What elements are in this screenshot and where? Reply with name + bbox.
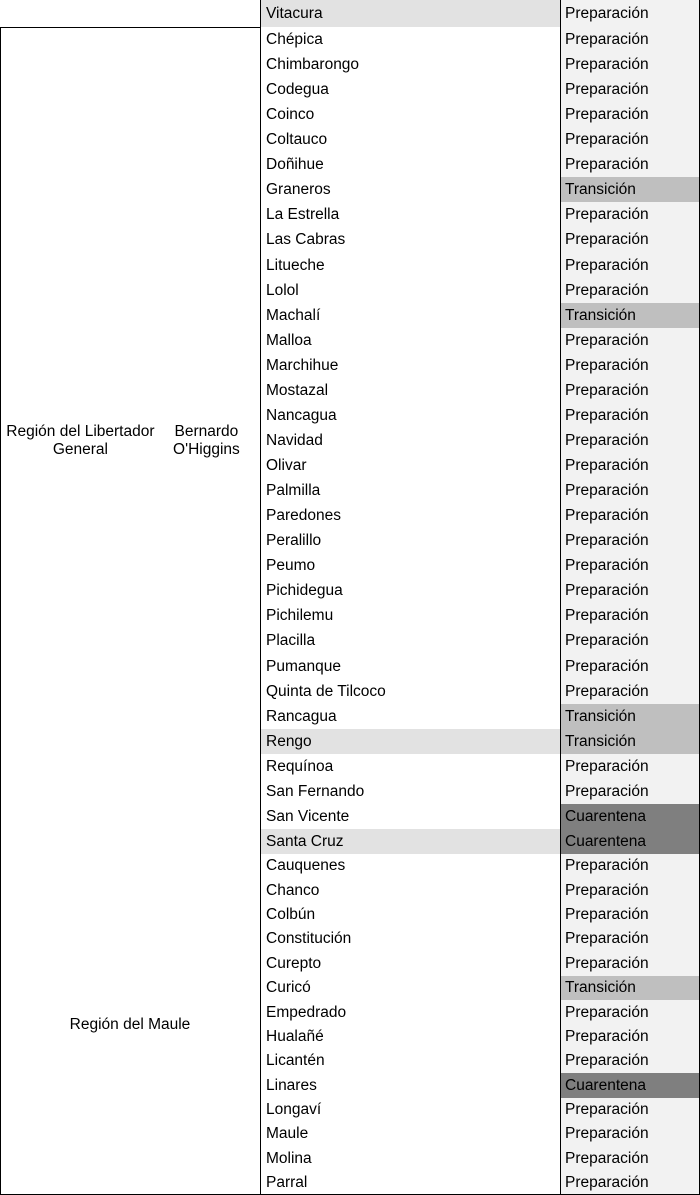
status-cell: Preparación (560, 328, 700, 353)
comuna-cell: Peumo (260, 553, 560, 578)
comuna-cell: Quinta de Tilcoco (260, 679, 560, 704)
status-cell: Preparación (560, 1098, 700, 1122)
comuna-cell: Constitución (260, 927, 560, 951)
comuna-cell: La Estrella (260, 202, 560, 227)
comuna-cell: Rengo (260, 729, 560, 754)
status-cell: Preparación (560, 903, 700, 927)
status-cell: Preparación (560, 927, 700, 951)
status-cell: Transición (560, 729, 700, 754)
comuna-cell: Coltauco (260, 127, 560, 152)
comuna-cell: Cauquenes (260, 854, 560, 878)
status-cell: Preparación (560, 679, 700, 704)
status-cell: Preparación (560, 1122, 700, 1146)
comuna-cell: Paredones (260, 503, 560, 528)
comuna-cell: Linares (260, 1073, 560, 1098)
comuna-cell: Doñihue (260, 152, 560, 177)
comuna-cell: Placilla (260, 628, 560, 654)
comuna-cell: Codegua (260, 77, 560, 102)
column-divider (260, 0, 261, 1195)
comuna-cell: Rancagua (260, 704, 560, 729)
comuna-cell: Peralillo (260, 528, 560, 553)
status-cell: Preparación (560, 52, 700, 77)
status-cell: Preparación (560, 1049, 700, 1073)
region-name-cell (0, 854, 260, 1195)
comuna-cell: Pumanque (260, 654, 560, 679)
status-cell: Preparación (560, 0, 700, 27)
comuna-cell: Longaví (260, 1098, 560, 1122)
region-name-line: Bernardo O'Higgins (173, 422, 240, 458)
comuna-cell: Requínoa (260, 754, 560, 779)
status-cell: Preparación (560, 951, 700, 976)
comuna-cell: San Vicente (260, 804, 560, 829)
region-name-line: Región del Libertador General (6, 422, 155, 458)
comuna-cell: Pichilemu (260, 603, 560, 628)
status-cell: Preparación (560, 353, 700, 378)
comuna-cell: Licantén (260, 1049, 560, 1073)
status-cell: Preparación (560, 654, 700, 679)
comuna-cell: Marchihue (260, 353, 560, 378)
comuna-cell: Vitacura (260, 0, 560, 27)
status-cell: Transición (560, 704, 700, 729)
comuna-cell: Navidad (260, 428, 560, 453)
comuna-cell: Chépica (260, 27, 560, 52)
region-name-cell (0, 27, 260, 854)
comuna-cell: Parral (260, 1171, 560, 1195)
column-divider (0, 27, 1, 1195)
comuna-cell: San Fernando (260, 779, 560, 804)
status-cell: Preparación (560, 854, 700, 878)
status-cell: Preparación (560, 528, 700, 553)
comuna-cell: Pichidegua (260, 578, 560, 603)
comuna-cell: Empedrado (260, 1000, 560, 1025)
status-cell: Preparación (560, 578, 700, 603)
comuna-cell: Curicó (260, 976, 560, 1000)
status-cell: Cuarentena (560, 1073, 700, 1098)
status-cell: Transición (560, 177, 700, 202)
status-cell: Preparación (560, 77, 700, 102)
status-cell: Transición (560, 303, 700, 328)
comuna-cell: Santa Cruz (260, 829, 560, 854)
status-cell: Preparación (560, 478, 700, 503)
comuna-cell: Hualañé (260, 1025, 560, 1049)
status-cell: Preparación (560, 27, 700, 52)
status-cell: Preparación (560, 553, 700, 578)
comuna-cell: Chimbarongo (260, 52, 560, 77)
comuna-cell: Las Cabras (260, 227, 560, 253)
comuna-cell: Lolol (260, 278, 560, 303)
status-cell: Cuarentena (560, 804, 700, 829)
column-divider (560, 0, 561, 1195)
status-cell: Preparación (560, 503, 700, 528)
status-cell: Preparación (560, 127, 700, 152)
comuna-cell: Colbún (260, 903, 560, 927)
status-cell: Transición (560, 976, 700, 1000)
comuna-cell: Maule (260, 1122, 560, 1146)
status-cell: Preparación (560, 227, 700, 253)
status-cell: Preparación (560, 1025, 700, 1049)
status-cell: Preparación (560, 378, 700, 403)
comuna-cell: Olivar (260, 453, 560, 478)
comuna-cell: Palmilla (260, 478, 560, 503)
comuna-cell: Malloa (260, 328, 560, 353)
comuna-cell: Curepto (260, 951, 560, 976)
comuna-cell: Mostazal (260, 378, 560, 403)
status-cell: Preparación (560, 428, 700, 453)
row-divider (0, 27, 260, 28)
comuna-cell: Machalí (260, 303, 560, 328)
comuna-cell: Nancagua (260, 403, 560, 428)
status-cell: Preparación (560, 1171, 700, 1195)
status-cell: Preparación (560, 1000, 700, 1025)
status-cell: Preparación (560, 878, 700, 903)
status-cell: Preparación (560, 152, 700, 177)
status-cell: Preparación (560, 253, 700, 278)
status-cell: Preparación (560, 403, 700, 428)
region-name-line: Región del Maule (69, 1015, 191, 1033)
comuna-cell: Coinco (260, 102, 560, 127)
status-cell: Preparación (560, 603, 700, 628)
status-cell: Preparación (560, 102, 700, 127)
status-cell: Cuarentena (560, 829, 700, 854)
comuna-cell: Chanco (260, 878, 560, 903)
status-cell: Preparación (560, 453, 700, 478)
status-cell: Preparación (560, 754, 700, 779)
status-cell: Preparación (560, 202, 700, 227)
comuna-cell: Graneros (260, 177, 560, 202)
status-cell: Preparación (560, 278, 700, 303)
status-cell: Preparación (560, 628, 700, 654)
status-cell: Preparación (560, 1146, 700, 1171)
status-cell: Preparación (560, 779, 700, 804)
comuna-cell: Litueche (260, 253, 560, 278)
comuna-cell: Molina (260, 1146, 560, 1171)
